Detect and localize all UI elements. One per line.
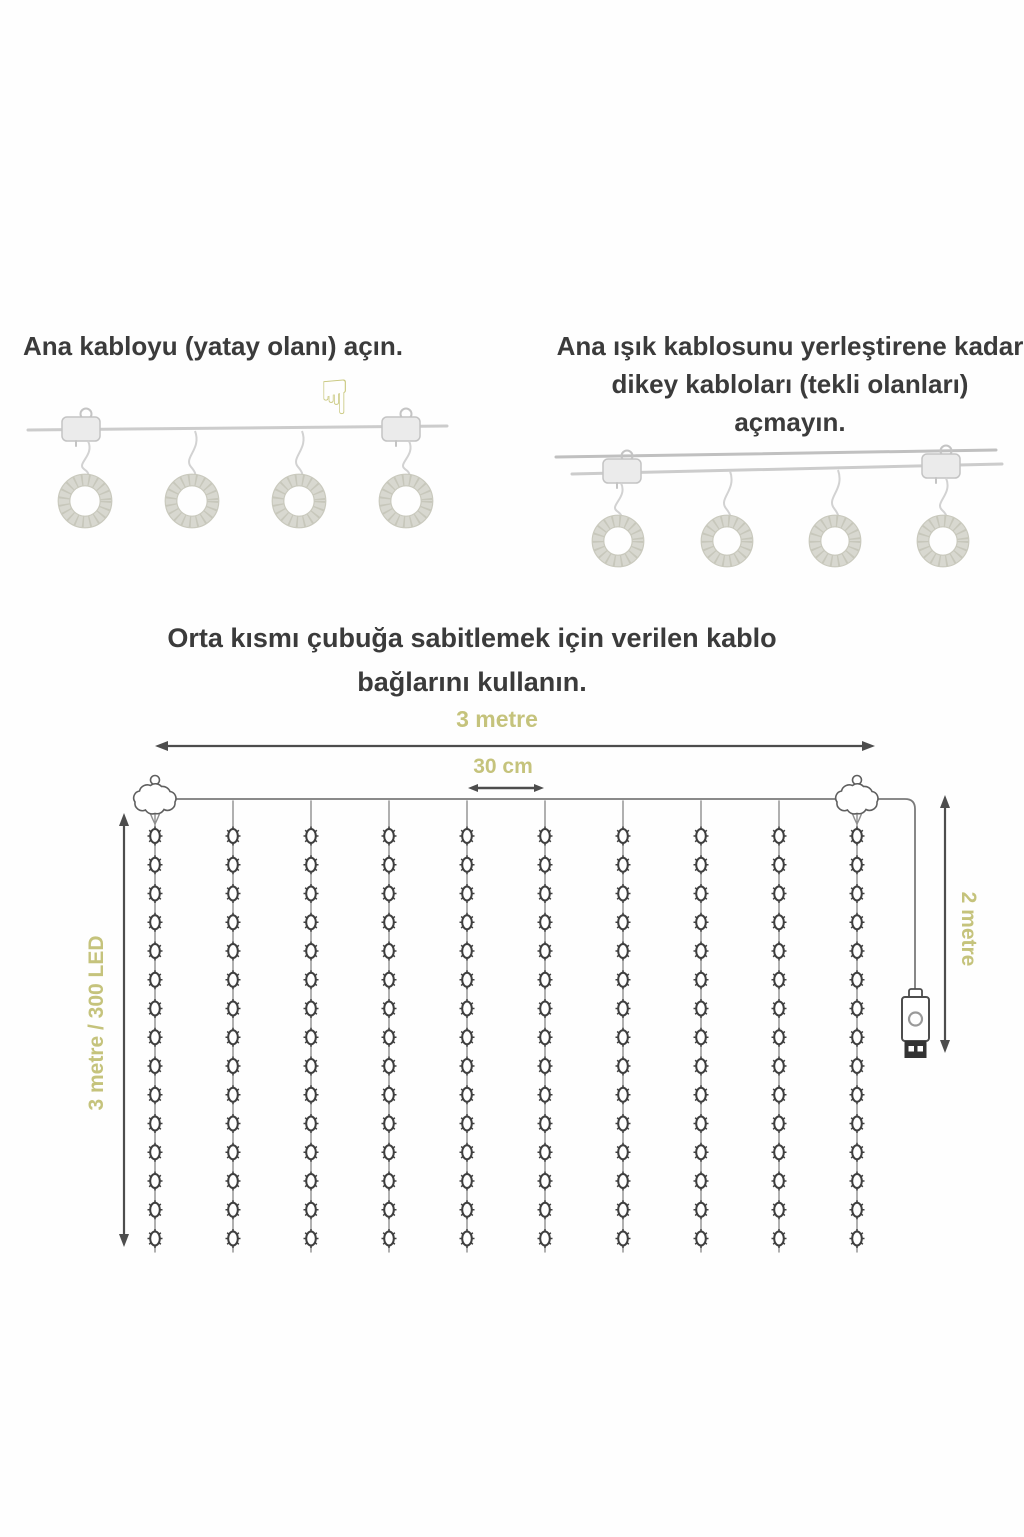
led-bulb bbox=[538, 1172, 553, 1191]
led-bulb bbox=[616, 1085, 631, 1104]
led-bulb bbox=[694, 827, 709, 846]
led-bulb bbox=[850, 1114, 865, 1133]
led-bulb bbox=[616, 1172, 631, 1191]
led-bulb bbox=[850, 1172, 865, 1191]
led-bulb bbox=[850, 1143, 865, 1162]
led-bulb bbox=[460, 855, 475, 874]
led-bulb bbox=[226, 970, 241, 989]
led-bulb bbox=[772, 913, 787, 932]
led-bulb bbox=[304, 1028, 319, 1047]
led-bulb bbox=[382, 999, 397, 1018]
led-bulb bbox=[226, 1229, 241, 1248]
led-bulb bbox=[226, 1200, 241, 1219]
led-bulb bbox=[382, 1114, 397, 1133]
led-bulb bbox=[304, 1229, 319, 1248]
step2-title-line2: dikey kabloları (tekli olanları) açmayın. bbox=[611, 369, 969, 437]
led-bulb bbox=[148, 1028, 163, 1047]
led-bulb bbox=[226, 1057, 241, 1076]
led-bulb bbox=[460, 1028, 475, 1047]
height-arrow bbox=[119, 813, 129, 1247]
led-bulb bbox=[616, 999, 631, 1018]
led-bulb bbox=[226, 913, 241, 932]
led-bulb bbox=[460, 942, 475, 961]
led-bulb bbox=[850, 1085, 865, 1104]
led-bulb bbox=[382, 884, 397, 903]
led-bulb bbox=[694, 1229, 709, 1248]
led-bulb bbox=[538, 884, 553, 903]
led-bulb bbox=[148, 1229, 163, 1248]
led-bulb bbox=[694, 999, 709, 1018]
led-bulb bbox=[616, 913, 631, 932]
led-bulb bbox=[226, 942, 241, 961]
led-bulb bbox=[460, 1057, 475, 1076]
led-bulb bbox=[772, 827, 787, 846]
led-bulb bbox=[460, 1200, 475, 1219]
width-measurement-label: 3 metre bbox=[456, 706, 538, 732]
led-bulb bbox=[538, 942, 553, 961]
curtain-diagram bbox=[119, 741, 950, 1252]
led-bulb bbox=[460, 1229, 475, 1248]
led-bulb bbox=[772, 855, 787, 874]
step3-title-line2: bağlarını kullanın. bbox=[357, 667, 587, 697]
curtain-strand bbox=[382, 801, 397, 1252]
led-bulb bbox=[226, 1085, 241, 1104]
led-bulb bbox=[616, 970, 631, 989]
led-bulb bbox=[148, 827, 163, 846]
usb-connector bbox=[902, 989, 929, 1058]
led-bulb bbox=[226, 884, 241, 903]
led-bulb bbox=[382, 1200, 397, 1219]
led-bulb bbox=[772, 942, 787, 961]
led-bulb bbox=[382, 970, 397, 989]
led-bulb bbox=[148, 913, 163, 932]
curtain-strand bbox=[694, 801, 709, 1252]
led-bulb bbox=[382, 1143, 397, 1162]
led-bulb bbox=[616, 1200, 631, 1219]
curtain-strand bbox=[304, 801, 319, 1252]
led-bulb bbox=[460, 970, 475, 989]
led-bulb bbox=[148, 942, 163, 961]
led-bulb bbox=[304, 1172, 319, 1191]
led-bulb bbox=[694, 1057, 709, 1076]
led-bulb bbox=[304, 999, 319, 1018]
led-bulb bbox=[616, 827, 631, 846]
led-bulb bbox=[538, 1200, 553, 1219]
height-measurement-label: 3 metre / 300 LED bbox=[85, 935, 108, 1111]
led-bulb bbox=[616, 1057, 631, 1076]
led-bulb bbox=[460, 884, 475, 903]
width-arrow bbox=[155, 741, 875, 751]
led-bulb bbox=[694, 913, 709, 932]
hand-pointing-down-icon: ☟ bbox=[320, 370, 350, 426]
led-bulb bbox=[850, 942, 865, 961]
led-bulb bbox=[304, 913, 319, 932]
led-bulb bbox=[772, 999, 787, 1018]
led-bulb bbox=[148, 1143, 163, 1162]
led-bulb bbox=[148, 970, 163, 989]
curtain-strand bbox=[460, 801, 475, 1252]
led-bulb bbox=[538, 1085, 553, 1104]
led-bulb bbox=[382, 1057, 397, 1076]
led-bulb bbox=[772, 1114, 787, 1133]
led-bulb bbox=[616, 942, 631, 961]
led-bulb bbox=[538, 855, 553, 874]
curtain-strand bbox=[850, 801, 865, 1252]
led-bulb bbox=[694, 1172, 709, 1191]
curtain-strand bbox=[226, 801, 241, 1252]
step2-illustration bbox=[556, 446, 1002, 567]
led-bulb bbox=[694, 1200, 709, 1219]
led-bulb bbox=[538, 999, 553, 1018]
led-bulb bbox=[694, 1085, 709, 1104]
led-bulb bbox=[772, 1085, 787, 1104]
curtain-strand bbox=[148, 801, 163, 1252]
led-bulb bbox=[538, 1229, 553, 1248]
led-bulb bbox=[616, 1143, 631, 1162]
led-bulb bbox=[460, 1085, 475, 1104]
led-bulb bbox=[694, 942, 709, 961]
led-bulb bbox=[304, 942, 319, 961]
led-bulb bbox=[226, 999, 241, 1018]
main-cable bbox=[160, 799, 915, 994]
led-bulb bbox=[850, 1057, 865, 1076]
led-bulb bbox=[226, 1143, 241, 1162]
led-bulb bbox=[538, 1028, 553, 1047]
led-bulb bbox=[382, 913, 397, 932]
led-bulb bbox=[148, 855, 163, 874]
led-bulb bbox=[772, 970, 787, 989]
drop-measurement-label: 2 metre bbox=[957, 891, 980, 967]
led-bulb bbox=[460, 1172, 475, 1191]
led-bulb bbox=[382, 827, 397, 846]
led-bulb bbox=[538, 913, 553, 932]
led-bulb bbox=[460, 913, 475, 932]
led-bulb bbox=[148, 1114, 163, 1133]
led-bulb bbox=[694, 855, 709, 874]
led-bulb bbox=[772, 1229, 787, 1248]
step2-title-line1: Ana ışık kablosunu yerleştirene kadar bbox=[556, 331, 1024, 361]
led-bulb bbox=[304, 1200, 319, 1219]
led-bulb bbox=[460, 1114, 475, 1133]
led-bulb bbox=[694, 1143, 709, 1162]
led-bulb bbox=[850, 827, 865, 846]
led-bulb bbox=[382, 1229, 397, 1248]
led-bulb bbox=[694, 884, 709, 903]
led-bulb bbox=[226, 1114, 241, 1133]
led-bulb bbox=[616, 1114, 631, 1133]
led-bulb bbox=[382, 855, 397, 874]
led-bulb bbox=[382, 942, 397, 961]
led-bulb bbox=[382, 1028, 397, 1047]
curtain-strand bbox=[772, 801, 787, 1252]
led-bulb bbox=[304, 855, 319, 874]
led-bulb bbox=[382, 1085, 397, 1104]
led-bulb bbox=[226, 827, 241, 846]
led-bulb bbox=[148, 884, 163, 903]
led-bulb bbox=[538, 970, 553, 989]
led-bulb bbox=[148, 999, 163, 1018]
led-bulb bbox=[772, 1200, 787, 1219]
led-bulb bbox=[304, 1085, 319, 1104]
led-bulb bbox=[694, 1114, 709, 1133]
led-bulb bbox=[538, 827, 553, 846]
led-bulb bbox=[850, 1028, 865, 1047]
led-bulb bbox=[304, 1143, 319, 1162]
led-bulb bbox=[148, 1085, 163, 1104]
led-bulb bbox=[304, 1114, 319, 1133]
step1-illustration bbox=[28, 409, 447, 528]
spacing-arrow bbox=[468, 784, 544, 792]
led-bulb bbox=[694, 1028, 709, 1047]
led-bulb bbox=[772, 1057, 787, 1076]
led-bulb bbox=[850, 913, 865, 932]
led-bulb bbox=[460, 999, 475, 1018]
led-bulb bbox=[772, 884, 787, 903]
led-bulb bbox=[304, 827, 319, 846]
led-bulb bbox=[850, 999, 865, 1018]
curtain-strand bbox=[538, 801, 553, 1252]
led-bulb bbox=[772, 1143, 787, 1162]
led-bulb bbox=[148, 1172, 163, 1191]
led-bulb bbox=[850, 1200, 865, 1219]
led-bulb bbox=[148, 1057, 163, 1076]
led-bulb bbox=[694, 970, 709, 989]
led-bulb bbox=[382, 1172, 397, 1191]
curtain-strand bbox=[616, 801, 631, 1252]
led-bulb bbox=[616, 1229, 631, 1248]
led-bulb bbox=[148, 1200, 163, 1219]
drop-arrow bbox=[940, 795, 950, 1053]
led-bulb bbox=[616, 884, 631, 903]
led-bulb bbox=[226, 1172, 241, 1191]
led-bulb bbox=[850, 884, 865, 903]
led-bulb bbox=[538, 1114, 553, 1133]
led-bulb bbox=[460, 1143, 475, 1162]
led-bulb bbox=[304, 884, 319, 903]
step1-title: Ana kabloyu (yatay olanı) açın. bbox=[23, 331, 403, 361]
step3-title-line1: Orta kısmı çubuğa sabitlemek için verilen kablo bbox=[167, 623, 777, 653]
led-bulb bbox=[850, 970, 865, 989]
led-bulb bbox=[850, 1229, 865, 1248]
led-bulb bbox=[538, 1057, 553, 1076]
led-bulb bbox=[304, 1057, 319, 1076]
spacing-measurement-label: 30 cm bbox=[473, 755, 533, 778]
led-bulb bbox=[460, 827, 475, 846]
led-bulb bbox=[772, 1028, 787, 1047]
led-bulb bbox=[304, 970, 319, 989]
led-bulb bbox=[616, 1028, 631, 1047]
led-bulb bbox=[850, 855, 865, 874]
led-bulb bbox=[616, 855, 631, 874]
led-bulb bbox=[226, 1028, 241, 1047]
led-bulb bbox=[772, 1172, 787, 1191]
led-bulb bbox=[538, 1143, 553, 1162]
led-bulb bbox=[226, 855, 241, 874]
